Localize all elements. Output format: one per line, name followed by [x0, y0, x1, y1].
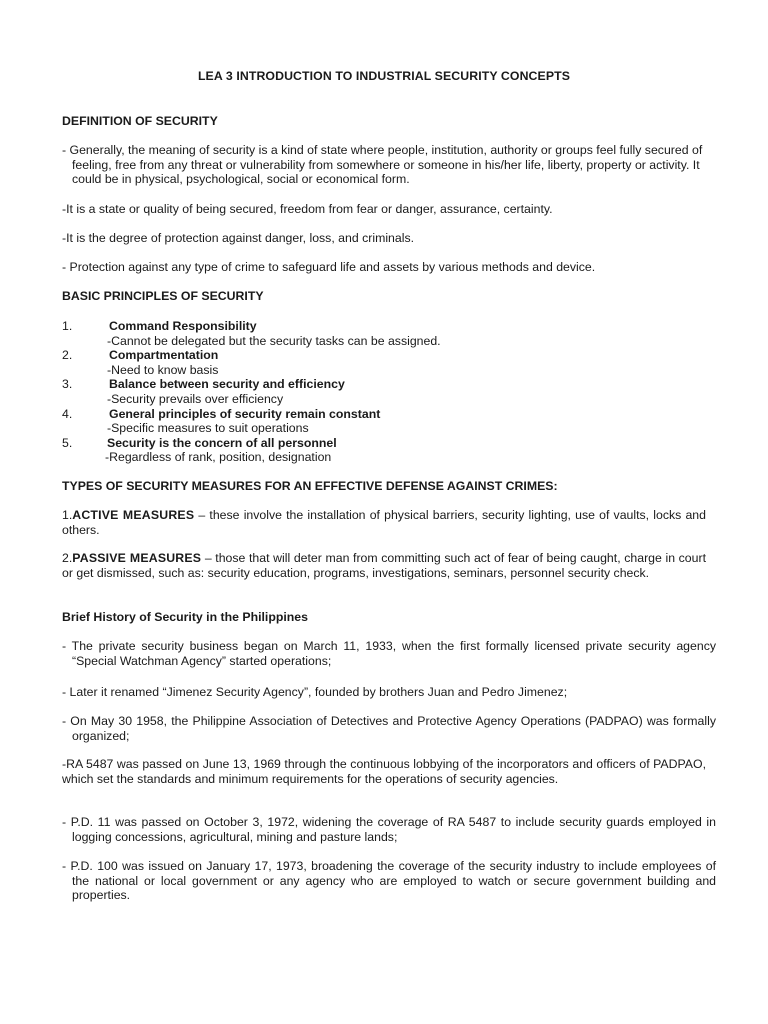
principle-title: Compartmentation	[109, 348, 219, 363]
active-measures-label: ACTIVE MEASURES	[72, 508, 195, 522]
principle-item	[62, 348, 706, 377]
history-paragraph-4: -RA 5487 was passed on June 13, 1969 through the continuous lobbying of the incorporators and officers of PADPAO, which set the standards and minimum requirements for the operations of security agencies.	[62, 757, 706, 786]
principle-title: General principles of security remain constant	[109, 406, 381, 421]
definition-heading: DEFINITION OF SECURITY	[62, 114, 218, 128]
passive-measures-label: PASSIVE MEASURES	[72, 551, 202, 565]
history-paragraph-6: - P.D. 100 was issued on January 17, 1973, broadening the coverage of the security industry to include employees of the national or local government or any agency who are employed to watch or secure government building and properties.	[62, 859, 716, 903]
principle-description: -Regardless of rank, position, designation	[105, 450, 332, 465]
principle-item	[62, 319, 706, 348]
document-page	[62, 0, 716, 1024]
principle-item	[62, 407, 706, 436]
principle-number: 4.	[62, 406, 73, 421]
history-paragraph-1: - The private security business began on March 11, 1933, when the first formally licensed private security agency “Special Watchman Agency” started operations;	[62, 639, 716, 668]
principle-item	[62, 377, 706, 406]
principles-list	[62, 319, 706, 465]
principles-heading: BASIC PRINCIPLES OF SECURITY	[62, 289, 264, 303]
principle-description: -Need to know basis	[107, 362, 219, 377]
active-measures-prefix: 1.	[62, 508, 73, 522]
principle-title: Balance between security and efficiency	[109, 377, 345, 392]
principle-title: Command Responsibility	[109, 319, 257, 333]
history-paragraph-3: - On May 30 1958, the Philippine Association of Detectives and Protective Agency Operations (PADPAO) was formally organized;	[62, 714, 716, 743]
passive-measures-text: – those that will deter man from committing such act of fear of being caught, charge in court or get dismissed, such as: security education, programs, investigations, seminars, personnel security check.	[62, 551, 706, 580]
principle-item	[62, 436, 706, 465]
document-title: LEA 3 INTRODUCTION TO INDUSTRIAL SECURITY CONCEPTS	[197, 69, 571, 83]
principle-number: 2.	[62, 348, 73, 363]
principle-description: -Cannot be delegated but the security tasks can be assigned.	[107, 333, 441, 348]
passive-measures-paragraph	[62, 551, 706, 580]
active-measures-paragraph	[62, 508, 706, 537]
definition-paragraph-4: - Protection against any type of crime to safeguard life and assets by various methods and device.	[62, 260, 596, 274]
history-paragraph-5: - P.D. 11 was passed on October 3, 1972, widening the coverage of RA 5487 to include security guards employed in logging concessions, agricultural, mining and pasture lands;	[62, 815, 716, 844]
definition-paragraph-2: -It is a state or quality of being secured, freedom from fear or danger, assurance, certainty.	[62, 202, 553, 216]
history-heading: Brief History of Security in the Philippines	[62, 610, 308, 624]
history-paragraph-2: - Later it renamed “Jimenez Security Agency”, founded by brothers Juan and Pedro Jimenez;	[62, 685, 568, 699]
measures-heading: TYPES OF SECURITY MEASURES FOR AN EFFECTIVE DEFENSE AGAINST CRIMES:	[62, 479, 558, 493]
principle-description: -Specific measures to suit operations	[107, 421, 309, 436]
principle-description: -Security prevails over efficiency	[107, 391, 284, 406]
active-measures-text: – these involve the installation of physical barriers, security lighting, use of vaults, locks and others.	[62, 508, 706, 537]
principle-title: Security is the concern of all personnel	[107, 435, 337, 450]
definition-paragraph-3: -It is the degree of protection against danger, loss, and criminals.	[62, 231, 415, 245]
principle-number: 3.	[62, 377, 73, 392]
principle-number: 5.	[62, 435, 73, 450]
passive-measures-prefix: 2.	[62, 551, 73, 565]
principle-number: 1.	[62, 319, 73, 333]
definition-paragraph-1: - Generally, the meaning of security is a kind of state where people, institution, authority or groups feel fully secured of feeling, free from any threat or vulnerability from somewhere or someone in his/her life, liberty, property or activity. It could be in physical, psychological, social or economical form.	[62, 143, 703, 187]
